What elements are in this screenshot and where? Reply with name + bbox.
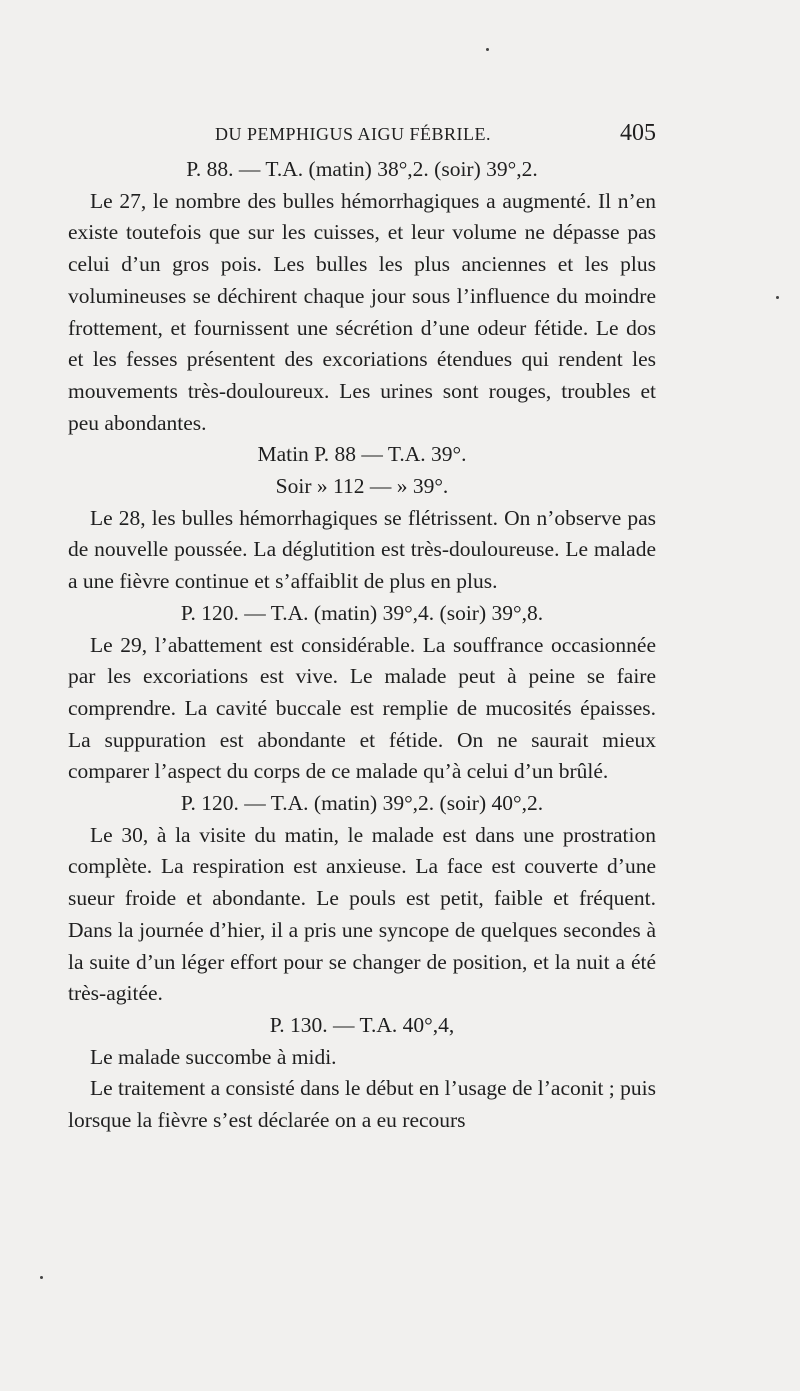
speck — [776, 296, 779, 299]
speck — [486, 48, 489, 51]
vitals-line: P. 120. — T.A. (matin) 39°,2. (soir) 40°,2. — [180, 791, 544, 816]
page-body — [68, 154, 656, 1137]
vitals-line: Matin P. 88 — T.A. 39°. — [257, 442, 467, 467]
vitals-line: P. 130. — T.A. 40°,4, — [269, 1012, 455, 1037]
vitals-line: P. 120. — T.A. (matin) 39°,4. (soir) 39°,8. — [180, 600, 544, 625]
vitals-line: P. 88. — T.A. (matin) 38°,2. (soir) 39°,2. — [186, 157, 538, 181]
paragraph: Le malade succombe à midi. — [90, 1044, 337, 1069]
running-title: DU PEMPHIGUS AIGU FÉBRILE. — [215, 124, 492, 144]
page-header — [68, 120, 656, 150]
paragraph: Le 30, à la visite du matin, le malade est dans une prostration complète. La respiration est anxieuse. La face est couverte d’une sueur froide et abondante. Le pouls est petit, faible et fréquent. Dans la journée d’hier, il a pris une syncope de quelques secondes à la suite d’un léger effort pour se changer de position, et la nuit a été très-agitée. — [68, 822, 656, 1006]
speck — [40, 1276, 43, 1279]
paragraph: Le traitement a consisté dans le début en l’usage de l’aconit ; puis lorsque la fièvre s’est déclarée on a eu recours — [68, 1076, 656, 1133]
paragraph: Le 27, le nombre des bulles hémorrhagiques a augmenté. Il n’en existe toutefois que sur les cuisses, et leur volume ne dépasse pas celui d’un gros pois. Les bulles les plus anciennes et les plus volumineuses se déchirent chaque jour sous l’influence du moindre frottement, et fournissent une sécrétion d’une odeur fétide. Le dos et les fesses présentent des excoriations étendues qui rendent les mouvements très-douloureux. Les urines sont rouges, troubles et peu abondantes. — [68, 188, 656, 435]
paragraph: Le 28, les bulles hémorrhagiques se flétrissent. On n’observe pas de nouvelle poussée. La déglutition est très-douloureuse. Le malade a une fièvre continue et s’affaiblit de plus en plus. — [68, 505, 656, 594]
vitals-line: Soir » 112 — » 39°. — [275, 474, 449, 499]
paragraph: Le 29, l’abattement est considérable. La souffrance occasionnée par les excoriations est vive. Le malade peut à peine se faire comprendre. La cavité buccale est remplie de mucosités épaisses. La suppuration est abondante et fétide. On ne saurait mieux comparer l’aspect du corps de ce malade qu’à celui d’un brûlé. — [68, 632, 656, 784]
page-number: 405 — [620, 120, 656, 146]
